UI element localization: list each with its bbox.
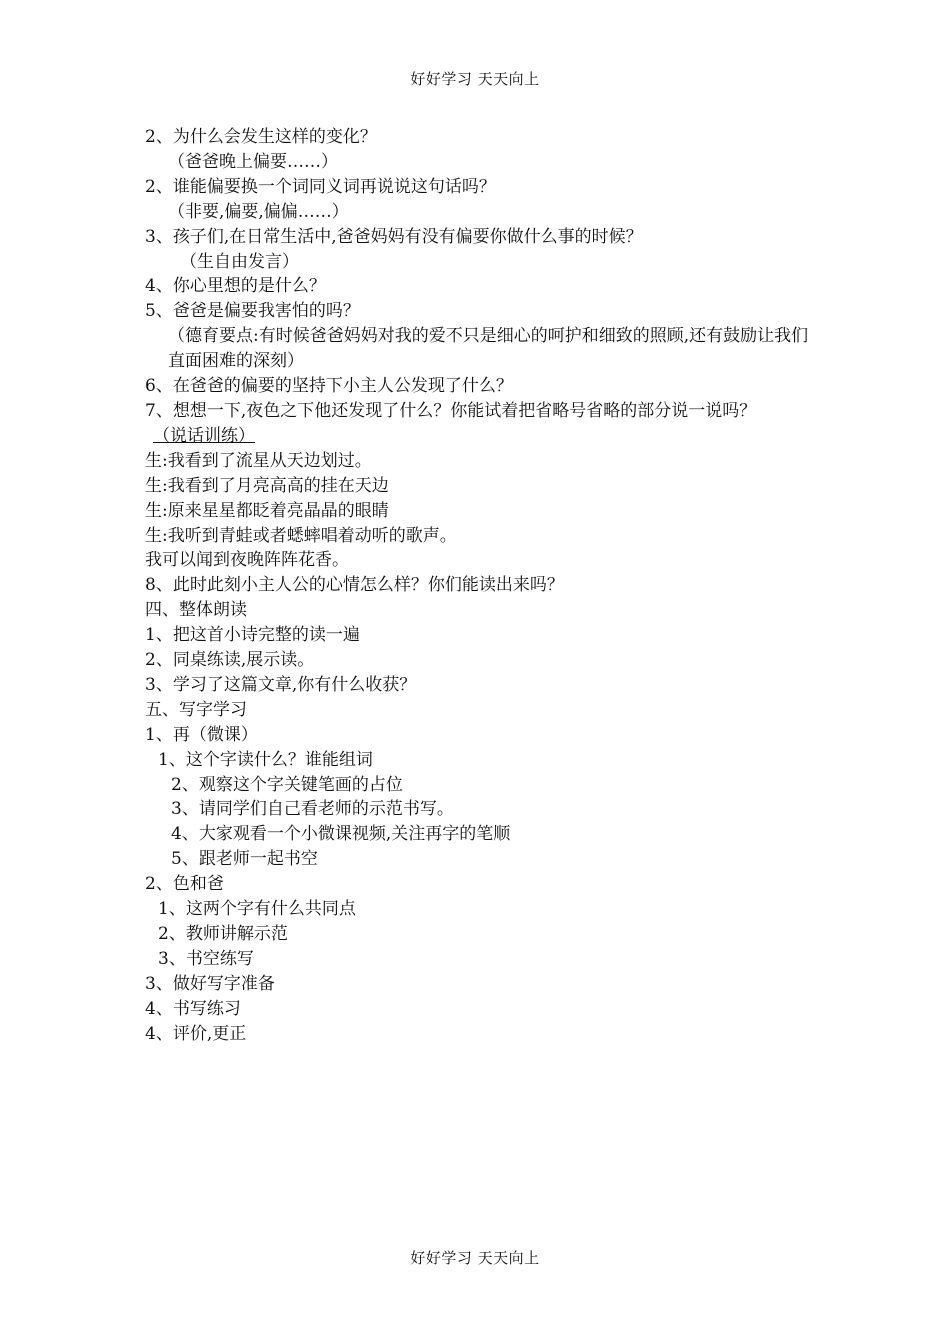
text-line: 生:我看到了月亮高高的挂在天边 (145, 475, 389, 496)
text-line: 4、大家观看一个小微课视频,关注再字的笔顺 (171, 824, 511, 845)
text-line: 2、同桌练读,展示读。 (145, 650, 315, 671)
text-line: （德育要点:有时候爸爸妈妈对我的爱不只是细心的呵护和细致的照顾,还有鼓励让我们直面困难的深刻） (168, 326, 809, 372)
text-line: 1、这两个字有什么共同点 (158, 899, 356, 920)
page-footer: 好好学习 天天向上 (410, 1249, 540, 1267)
text-line: 我可以闻到夜晚阵阵花香。 (145, 550, 349, 571)
text-line: 2、为什么会发生这样的变化？ (145, 127, 377, 147)
text-line: 2、观察这个字关键笔画的占位 (171, 774, 403, 795)
underlined-label: （说话训练） (153, 425, 255, 446)
text-line: 生:原来星星都眨着亮晶晶的眼睛 (145, 500, 389, 521)
text-line: 1、再（微课） (145, 724, 258, 745)
text-line: 1、这个字读什么？谁能组词 (158, 749, 373, 770)
text-line: 3、请同学们自己看老师的示范书写。 (171, 799, 454, 820)
text-line: 5、跟老师一起书空 (171, 849, 318, 870)
document-body (145, 125, 815, 1047)
text-line: 6、在爸爸的偏要的坚持下小主人公发现了什么？ (145, 376, 513, 397)
text-line: （爸爸晚上偏要……） (168, 151, 338, 172)
text-line: 3、做好写字准备 (145, 973, 275, 994)
text-line: （非要,偏要,偏偏……） (168, 201, 349, 222)
text-line: 4、书写练习 (145, 998, 241, 1019)
text-line: 2、教师讲解示范 (158, 924, 288, 944)
page-header: 好好学习 天天向上 (410, 70, 540, 88)
text-line: 4、你心里想的是什么？ (145, 276, 326, 297)
text-line: 生:我看到了流星从天边划过。 (145, 450, 372, 471)
section-heading: 五、写字学习 (145, 699, 247, 720)
section-heading: 四、整体朗读 (145, 600, 247, 621)
text-line: 4、评价,更正 (145, 1023, 247, 1044)
text-line: （生自由发言） (180, 251, 299, 272)
text-line: 2、谁能偏要换一个词同义词再说说这句话吗？ (145, 176, 496, 197)
text-line: 1、把这首小诗完整的读一遍 (145, 625, 360, 646)
text-line: 7、想想一下,夜色之下他还发现了什么？你能试着把省略号省略的部分说一说吗？ (145, 400, 757, 421)
text-line: 3、学习了这篇文章,你有什么收获？ (145, 674, 417, 695)
text-line: 3、孩子们,在日常生活中,爸爸妈妈有没有偏要你做什么事的时候？ (145, 226, 643, 247)
text-line: 8、此时此刻小主人公的心情怎么样？你们能读出来吗？ (145, 575, 564, 596)
text-line: 5、爸爸是偏要我害怕的吗？ (145, 301, 360, 322)
text-line: 生:我听到青蛙或者蟋蟀唱着动听的歌声。 (145, 525, 457, 546)
text-line: 3、书空练写 (158, 948, 254, 969)
text-line: 2、色和爸 (145, 874, 224, 895)
